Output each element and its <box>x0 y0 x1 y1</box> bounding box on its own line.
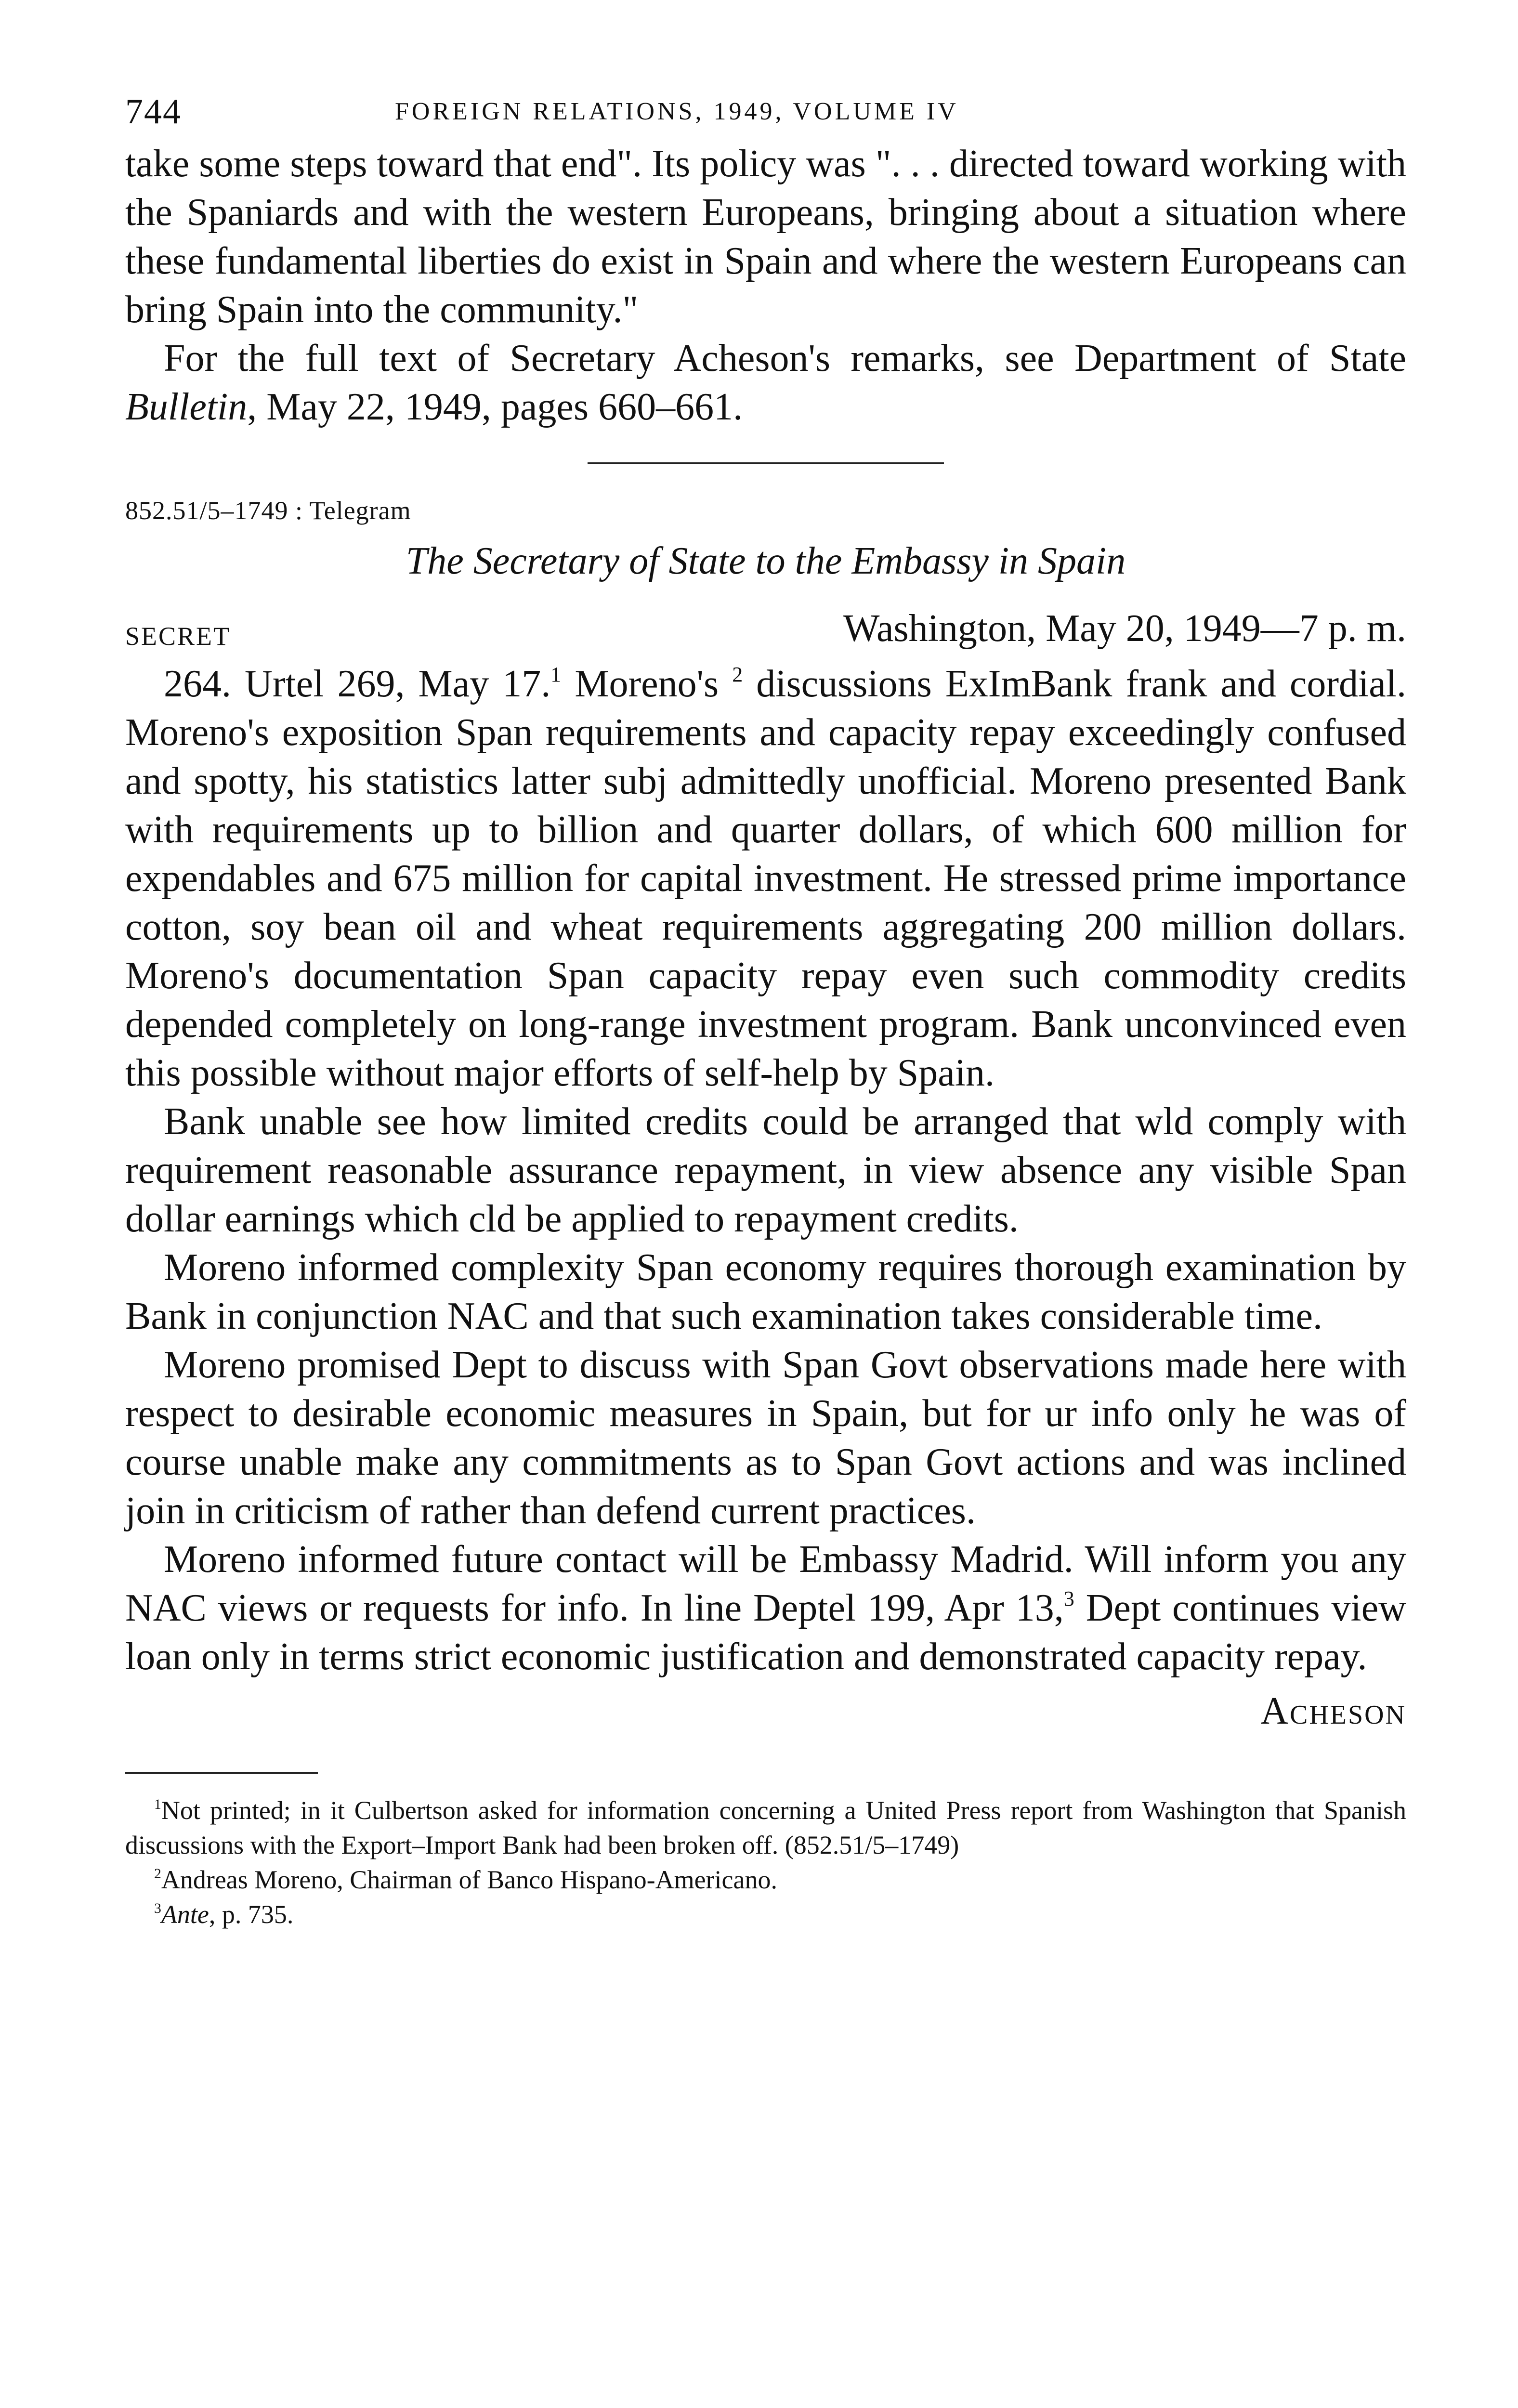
p1-part-c: discussions ExImBank frank and cordial. Moreno's exposition Span requirements and capacity repay exceedingly confused and spotty, his statistics latter subj admittedly unofficial. Moreno presented Bank with requirements up to billion and quarter dollars, of which 600 million for expendables and 675 million for capital investment. He stressed prime importance cotton, soy bean oil and wheat requirements aggregating 200 million dollars. Moreno's documentation Span capacity repay even such commodity credits depended completely on long-range investment program. Bank unconvinced even this possible without major efforts of self-help by Spain. <box>125 663 1407 1094</box>
footnote-ref-3: 3 <box>1063 1587 1074 1611</box>
footnote-3-italic: Ante <box>161 1900 209 1929</box>
footnote-3-text: , p. 735. <box>209 1900 294 1929</box>
file-reference: 852.51/5–1749 : Telegram <box>125 496 411 525</box>
document-title: The Secretary of State to the Embassy in Spain <box>406 540 1126 582</box>
telegram-paragraph-2: Bank unable see how limited credits could be arranged that wld comply with requirement reasonable assurance repayment, in view absence any visible Span dollar earnings which cld be applied to repayment credits. <box>125 1100 1406 1240</box>
footnote-2-text: Andreas Moreno, Chairman of Banco Hispano-Americano. <box>161 1865 777 1894</box>
p1-part-a: 264. Urtel 269, May 17. <box>164 663 551 705</box>
footnote-3-marker: 3 <box>154 1901 161 1917</box>
footnote-ref-1: 1 <box>550 663 562 687</box>
document-page <box>125 82 1406 1932</box>
bulletin-reference <box>125 334 1406 432</box>
telegram-paragraph-3: Moreno informed complexity Span economy requires thorough examination by Bank in conjunction NAC and that such examination takes considerable time. <box>125 1246 1406 1337</box>
signature-name: Acheson <box>1260 1690 1406 1732</box>
p5-part-a: Moreno informed future contact will be Embassy Madrid. Will inform you any NAC views or requests for info. In line Deptel 199, Apr 13, <box>125 1538 1406 1629</box>
footnote-1-text: Not printed; in it Culbertson asked for information concerning a United Press report from Washington that Spanish discussions with the Export–Import Bank had been broken off. (852.51/5–1749) <box>125 1796 1406 1859</box>
classification-label: SECRET <box>125 622 231 651</box>
dateline: Washington, May 20, 1949—7 p. m. <box>843 607 1406 650</box>
reference-suffix: , May 22, 1949, pages 660–661. <box>247 386 743 428</box>
page-number: 744 <box>125 92 182 131</box>
footnote-2 <box>125 1862 1406 1897</box>
footnote-3 <box>125 1897 1406 1932</box>
reference-prefix: For the full text of Secretary Acheson's remarks, see Department of State <box>164 337 1406 380</box>
footnote-1 <box>125 1793 1406 1862</box>
dateline-row <box>125 607 1406 660</box>
continuation-paragraph: take some steps toward that end". Its policy was ". . . directed toward working with the Spaniards and with the western Europeans, bringing about a situation where these fundamental liberties do exist in Spain and where the western Europeans can bring Spain into the community." <box>125 143 1406 331</box>
footnote-ref-2: 2 <box>732 663 743 687</box>
telegram-paragraph-5 <box>125 1535 1406 1681</box>
p5-part-b: Dept continues view loan only in terms strict economic justification and demonstrated capacity repay. <box>125 1587 1406 1678</box>
footnote-1-marker: 1 <box>154 1797 161 1813</box>
footnote-divider <box>125 1772 318 1774</box>
footnote-2-marker: 2 <box>154 1866 161 1882</box>
p1-part-b: Moreno's <box>561 663 733 705</box>
reference-italic: Bulletin <box>125 386 248 428</box>
telegram-paragraph-4: Moreno promised Dept to discuss with Span Govt observations made here with respect to desirable economic measures in Spain, but for ur info only he was of course unable make any commitments as to Span Govt actions and was inclined join in criticism of rather than defend current practices. <box>125 1344 1406 1532</box>
section-divider <box>588 462 944 464</box>
running-head <box>125 82 1406 140</box>
telegram-paragraph-1 <box>125 660 1406 1098</box>
running-title: FOREIGN RELATIONS, 1949, VOLUME IV <box>395 98 959 125</box>
signature <box>125 1687 1406 1738</box>
